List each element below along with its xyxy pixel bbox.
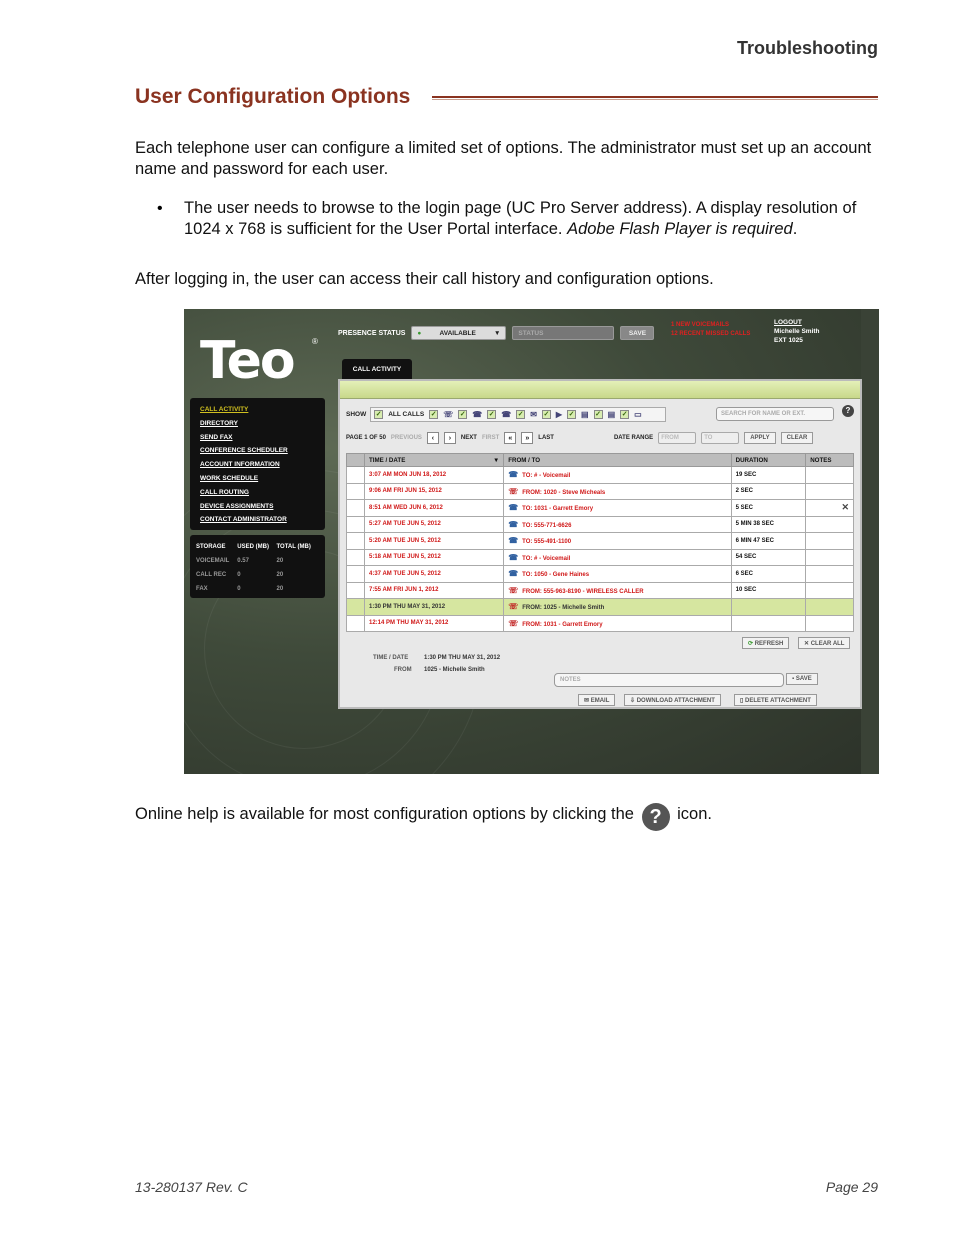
call-filter[interactable]: ✓ ALL CALLS ✓ ☏ ✓ ☎ ✓ ☎ ✓ ✉ ✓ ▶ ✓ ▤ ✓ ▤ ✓ ▭: [370, 407, 666, 422]
help-icon: ?: [642, 803, 670, 831]
outgoing-call-icon: ☎: [508, 569, 519, 579]
missed-call-icon: ☏: [443, 410, 454, 419]
download-icon: ⇩: [630, 698, 636, 704]
refresh-button[interactable]: ⟳ REFRESH: [742, 637, 789, 649]
nav-item[interactable]: CALL ROUTING: [200, 488, 249, 496]
presence-select[interactable]: ● AVAILABLE ▼: [411, 326, 506, 340]
clear-button[interactable]: CLEAR: [781, 432, 814, 444]
section-rule: [432, 96, 878, 100]
call-table: [346, 453, 854, 632]
envelope-icon: ✉: [584, 698, 590, 704]
prev-arrow-icon[interactable]: ‹: [427, 432, 439, 444]
play-icon: ▶: [555, 410, 563, 419]
fax-icon: ▤: [607, 410, 616, 419]
search-input[interactable]: SEARCH FOR NAME OR EXT.: [716, 407, 834, 421]
footer-page-number: Page 29: [825, 1179, 878, 1195]
fax-icon: ▤: [581, 410, 589, 419]
notes-input[interactable]: NOTES: [554, 673, 784, 687]
date-range-label: DATE RANGE: [613, 435, 654, 441]
save-notes-button[interactable]: ▪ SAVE: [786, 673, 818, 685]
sort-down-icon: ▼: [493, 456, 500, 464]
nav-item[interactable]: CALL ACTIVITY: [200, 406, 249, 413]
sidebar-nav: [190, 398, 325, 530]
bullet-paragraph: The user needs to browse to the login page (UC Pro Server address). A display resolution of 1024 x 768 is sufficient for the User Portal interface. Adobe Flash Player is required.: [184, 199, 857, 238]
missed-call-icon: ☏: [508, 618, 519, 628]
table-row-selected[interactable]: 1:30 PM THU MAY 31, 2012 ☏ FROM: 1025 - Michelle Smith: [347, 599, 854, 616]
teo-logo: Teo: [200, 331, 294, 391]
intro-paragraph: Each telephone user can configure a limited set of options. The administrator must set up an account name and password for each user.: [135, 139, 872, 178]
page-indicator: PAGE 1 OF 50: [346, 435, 386, 441]
bullet-dot: •: [157, 200, 163, 217]
detail-from-value: 1025 - Michelle Smith: [424, 667, 485, 673]
nav-item[interactable]: DEVICE ASSIGNMENTS: [200, 502, 274, 510]
table-header: [347, 454, 854, 467]
clear-all-button[interactable]: ✕ CLEAR ALL: [798, 637, 850, 649]
help-icon[interactable]: ?: [842, 405, 854, 417]
nav-item[interactable]: CONTACT ADMINISTRATOR: [200, 516, 287, 524]
alerts[interactable]: 1 NEW VOICEMAILS 12 RECENT MISSED CALLS: [671, 322, 751, 337]
logout-link[interactable]: LOGOUT: [774, 319, 802, 326]
table-row[interactable]: 3:07 AM MON JUN 18, 2012 ☎ TO: # - Voicemail 19 SEC: [347, 467, 854, 484]
nav-item[interactable]: SEND FAX: [200, 433, 233, 441]
detail-time-label: TIME / DATE: [373, 655, 409, 661]
note-icon: ▭: [634, 410, 642, 419]
user-portal-screenshot: Teo ® PRESENCE STATUS ● AVAILABLE ▼ STATUS SAVE 1 NEW VOICEMAILS 12 RECENT MISSED CALLS LOGOUT Michelle Smith EXT 1025 CALL ACTIVITY CALL ACTIVITY DIRECTORY SEND FAX CONFERENCE SCHEDULER ACCOUNT INFORMATION WORK SCHEDULE CALL ROUTING DEVICE ASSIGNMENTS CONTACT ADMINISTRATOR STORAGE USED (MB) TOTAL (MB) VOICEMAIL 0.57 20 CALL REC 0 20 FAX 0 20 SHOW ✓ ALL CALLS ✓ ☏ ✓ ☎ ✓ ☎ ✓ ✉ ✓ ▶ ✓ ▤ ✓ ▤ ✓ ▭ SEARCH FOR NAME OR EXT. ? PAGE 1 OF 50 PREVIOUS ‹ › NEXT FIRST « » LAST DATE RANGE FROM TO APPLY CLEAR TIME / DATE ▼ FROM / TO DURATION NOTES 3:07 AM MON JUN 18, 2012 ☎ TO: # - Voicemail 19 SEC 9:06 AM FRI JUN 15, 2012 ☏ FROM: 1020 - Steve Micheals 2 SEC 8:51 AM WED JUN 6, 2012 ☎ TO: 1031 - Garrett Emory 5 SEC ✕ 5:27 AM TUE JUN 5, 2012 ☎ TO: 555-771-6626 5 MIN 38 SEC 5:20 AM TUE JUN 5, 2012 ☎ TO: 555-491-1100 6 MIN 47 SEC 5:18 AM TUE JUN 5, 2012 ☎ TO: # - Voicemail 54 SEC 4:37 AM TUE JUN 5, 2012 ☎ TO: 1050 - Gene Haines 6 SEC 7:55 AM FRI JUN 1, 2012 ☏ FROM: 555-963-8190 - WIRELESS CALLER 10 SEC 1:30 PM THU MAY 31, 2012 ☏ FROM: 1025 - Michelle Smith 12:14 PM THU MAY 31, 2012 ☏ FROM: 1031 - Garrett Emory ⟳ REFRESH ✕ CLEAR ALL TIME / DATE 1:30 PM THU MAY 31, 2012 FROM 1025 - Michelle Smith NOTES ▪ SAVE ✉ EMAIL ⇩ DOWNLOAD ATTACHMENT ▯ DELETE ATTACHMENT: [184, 309, 879, 774]
outgoing-call-icon: ☎: [508, 519, 519, 529]
first-arrow-icon[interactable]: «: [504, 432, 516, 444]
outgoing-call-icon: ☎: [508, 503, 519, 513]
show-label: SHOW: [346, 411, 367, 418]
nav-item[interactable]: WORK SCHEDULE: [200, 474, 259, 482]
user-info: LOGOUT Michelle Smith EXT 1025: [774, 319, 820, 344]
last-arrow-icon[interactable]: »: [521, 432, 533, 444]
status-input[interactable]: STATUS: [512, 326, 614, 340]
nav-item[interactable]: CONFERENCE SCHEDULER: [200, 447, 288, 455]
trash-icon: ▯: [740, 698, 744, 704]
table-row[interactable]: 7:55 AM FRI JUN 1, 2012 ☏ FROM: 555-963-8190 - WIRELESS CALLER 10 SEC: [347, 582, 854, 599]
outgoing-call-icon: ☎: [508, 536, 519, 546]
detail-time-value: 1:30 PM THU MAY 31, 2012: [424, 655, 501, 661]
disk-icon: ▪: [792, 676, 795, 682]
col-duration[interactable]: DURATION: [731, 454, 806, 467]
outgoing-call-icon: ☎: [508, 552, 519, 562]
next-arrow-icon[interactable]: ›: [444, 432, 456, 444]
refresh-icon: ⟳: [748, 641, 754, 647]
table-row[interactable]: 5:27 AM TUE JUN 5, 2012 ☎ TO: 555-771-6626 5 MIN 38 SEC: [347, 516, 854, 533]
close-icon: ✕: [806, 500, 854, 517]
missed-call-icon: ☏: [508, 585, 519, 595]
phone-icon: ☎: [472, 410, 483, 419]
page-header: Troubleshooting: [737, 38, 878, 58]
footer-doc-id: 13-280137 Rev. C: [135, 1179, 248, 1195]
storage-table: STORAGE USED (MB) TOTAL (MB) VOICEMAIL 0.57 20 CALL REC 0 20 FAX 0 20: [190, 535, 325, 598]
table-row[interactable]: 8:51 AM WED JUN 6, 2012 ☎ TO: 1031 - Garrett Emory 5 SEC ✕: [347, 500, 854, 517]
phone-icon: ☎: [501, 410, 512, 419]
tab-call-activity[interactable]: CALL ACTIVITY: [342, 359, 412, 379]
envelope-icon: ✉: [530, 410, 537, 419]
col-notes[interactable]: NOTES: [806, 454, 854, 467]
after-login-paragraph: After logging in, the user can access their call history and configuration options.: [135, 270, 714, 288]
save-status-button[interactable]: SAVE: [620, 326, 654, 340]
nav-item[interactable]: DIRECTORY: [200, 419, 238, 427]
col-time[interactable]: TIME / DATE ▼: [365, 454, 504, 467]
detail-from-label: FROM: [394, 667, 412, 673]
next-link[interactable]: NEXT: [460, 435, 477, 441]
email-button[interactable]: ✉ EMAIL: [578, 694, 615, 706]
table-row[interactable]: 12:14 PM THU MAY 31, 2012 ☏ FROM: 1031 - Garrett Emory: [347, 615, 854, 632]
section-title: User Configuration Options: [135, 85, 411, 108]
first-link[interactable]: FIRST: [481, 435, 500, 441]
nav-item[interactable]: ACCOUNT INFORMATION: [200, 461, 280, 469]
table-row[interactable]: 4:37 AM TUE JUN 5, 2012 ☎ TO: 1050 - Gene Haines 6 SEC: [347, 566, 854, 583]
chevron-down-icon: ▼: [493, 329, 501, 337]
missed-call-icon: ☏: [508, 486, 519, 496]
help-paragraph: Online help is available for most configuration options by clicking the ? icon.: [135, 803, 880, 831]
delete-attachment-button[interactable]: ▯ DELETE ATTACHMENT: [734, 694, 817, 706]
col-from-to[interactable]: FROM / TO: [504, 454, 731, 467]
table-row[interactable]: 5:20 AM TUE JUN 5, 2012 ☎ TO: 555-491-1100 6 MIN 47 SEC: [347, 533, 854, 550]
call-activity-panel: [338, 379, 862, 709]
date-to-input[interactable]: TO: [701, 432, 739, 444]
presence-label: PRESENCE STATUS: [338, 329, 406, 337]
outgoing-call-icon: ☎: [508, 470, 519, 480]
last-link[interactable]: LAST: [538, 435, 554, 441]
apply-button[interactable]: APPLY: [744, 432, 775, 444]
previous-link[interactable]: PREVIOUS: [390, 435, 422, 441]
missed-call-icon: ☏: [508, 602, 519, 612]
close-icon: ✕: [804, 641, 810, 647]
table-row[interactable]: 9:06 AM FRI JUN 15, 2012 ☏ FROM: 1020 - Steve Micheals 2 SEC: [347, 483, 854, 500]
date-from-input[interactable]: FROM: [658, 432, 696, 444]
table-row[interactable]: 5:18 AM TUE JUN 5, 2012 ☎ TO: # - Voicemail 54 SEC: [347, 549, 854, 566]
download-attachment-button[interactable]: ⇩ DOWNLOAD ATTACHMENT: [624, 694, 721, 706]
